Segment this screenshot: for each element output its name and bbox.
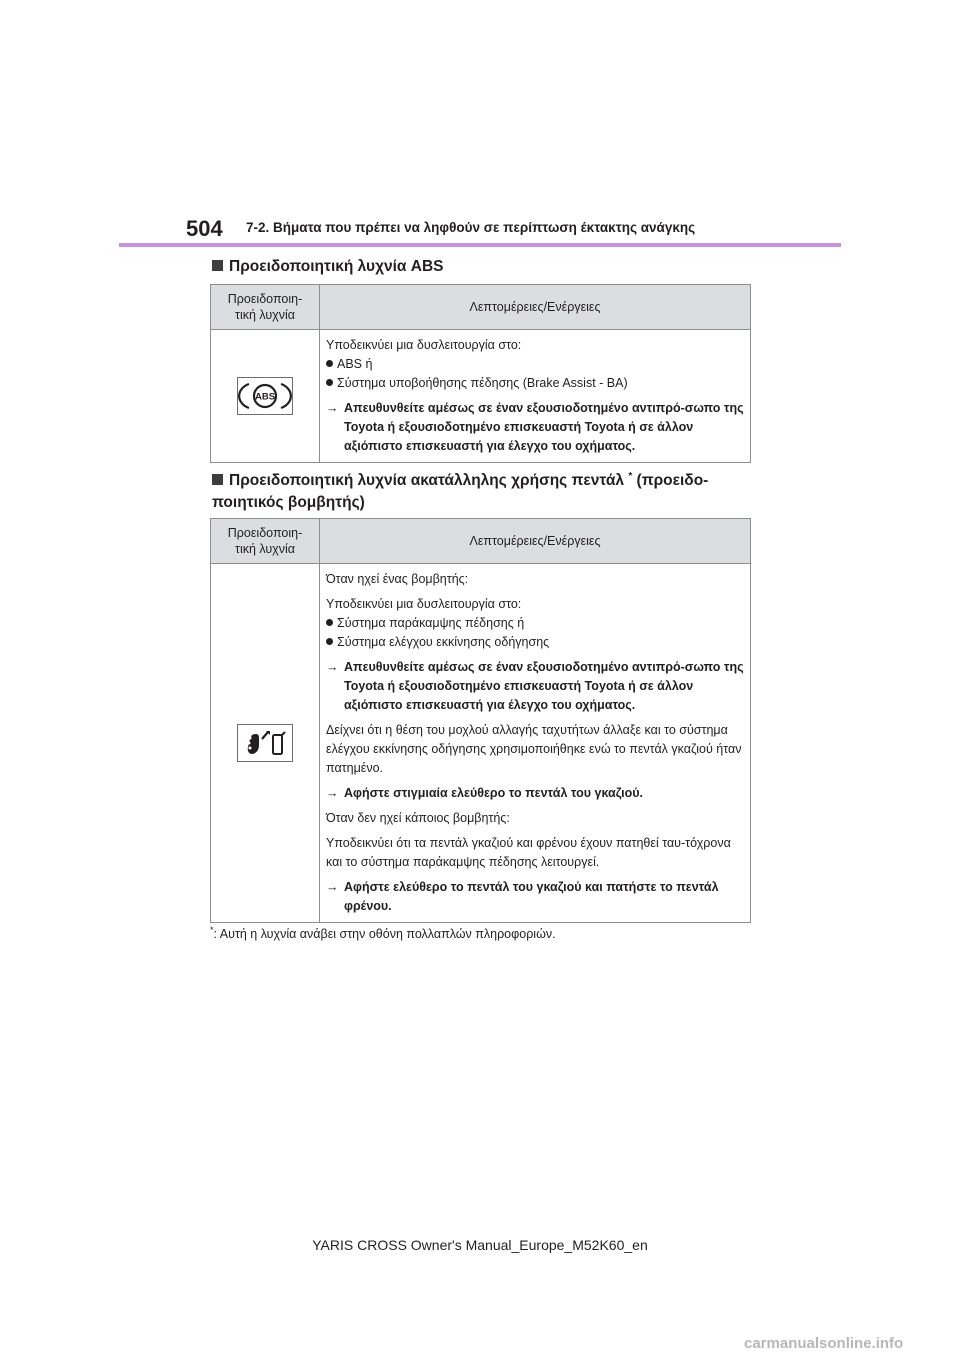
- col-header-details: Λεπτομέρειες/Ενέργειες: [320, 519, 751, 564]
- buzzer-on-text: Όταν ηχεί ένας βομβητής:: [326, 572, 469, 586]
- buzzer-off-text: Όταν δεν ηχεί κάποιος βομβητής:: [326, 811, 510, 825]
- heading-footnote-mark: *: [628, 471, 633, 482]
- list-item: Σύστημα ελέγχου εκκίνησης οδήγησης: [326, 633, 744, 652]
- pedal-heading-tail: (προειδο-ποιητικός βομβητής): [212, 472, 709, 512]
- abs-warning-table: [210, 284, 751, 463]
- pedal-action-2: → Αφήστε στιγμιαία ελεύθερο το πεντάλ του γκαζιού.: [326, 784, 744, 803]
- table-row: [211, 564, 751, 923]
- bullet-icon: [326, 360, 333, 367]
- list-item: Σύστημα υποβοήθησης πέδησης (Brake Assist - BA): [326, 374, 744, 393]
- list-item: ABS ή: [326, 355, 744, 374]
- pedal-action-1: → Απευθυνθείτε αμέσως σε έναν εξουσιοδοτημένο αντιπρό-σωπο της Toyota ή εξουσιοδοτημένο επισκευαστή Toyota ή σε άλλον αξιόπιστο επισκευαστή για έλεγχο του οχήματος.: [326, 660, 744, 712]
- abs-heading-text: Προειδοποιητική λυχνία ABS: [229, 258, 444, 275]
- abs-intro: Υποδεικνύει μια δυσλειτουργία στο:: [326, 338, 522, 352]
- section-square-icon: [212, 474, 223, 485]
- abs-action: → Απευθυνθείτε αμέσως σε έναν εξουσιοδοτημένο αντιπρό-σωπο της Toyota ή εξουσιοδοτημένο επισκευαστή Toyota ή σε άλλον αξιόπιστο επισκευαστή για έλεγχο του οχήματος.: [326, 401, 744, 453]
- shift-lever-text: Δείχνει ότι η θέση του μοχλού αλλαγής ταχυτήτων άλλαξε και το σύστημα ελέγχου εκκίνησης οδήγησης χρησιμοποιήθηκε ενώ το πεντάλ γκαζιού ήταν πατημένο.: [326, 723, 742, 775]
- header-rule: [119, 243, 841, 247]
- arrow-icon: →: [326, 786, 339, 800]
- footnote: [210, 925, 556, 941]
- footnote-text: : Αυτή η λυχνία ανάβει στην οθόνη πολλαπλών πληροφοριών.: [213, 927, 556, 942]
- details-cell: [320, 564, 751, 923]
- table-header-row: [211, 285, 751, 330]
- arrow-icon: →: [326, 401, 339, 415]
- footnote-mark: *: [210, 925, 214, 935]
- col-header-light: Προειδοποιη- τική λυχνία: [211, 285, 320, 330]
- table-row: [211, 330, 751, 463]
- section-square-icon: [212, 260, 223, 271]
- pedal-action-3: → Αφήστε ελεύθερο το πεντάλ του γκαζιού και πατήστε το πεντάλ φρένου.: [326, 880, 719, 913]
- watermark: carmanualsonline.info: [744, 1335, 904, 1352]
- pedal-section-heading: [212, 466, 752, 514]
- arrow-icon: →: [326, 660, 339, 674]
- page-number: 504: [186, 216, 223, 241]
- both-pedals-text: Υποδεικνύει ότι τα πεντάλ γκαζιού και φρένου έχουν πατηθεί ταυ-τόχρονα και το σύστημα παράκαμψης πέδησης λειτουργεί.: [326, 836, 731, 869]
- abs-icon-label: ABS: [254, 391, 276, 403]
- table-header-row: [211, 519, 751, 564]
- bullet-icon: [326, 638, 333, 645]
- pedal-misuse-warning-icon: [237, 724, 293, 762]
- pedal-heading-text: Προειδοποιητική λυχνία ακατάλληλης χρήσης πεντάλ: [229, 472, 625, 490]
- list-item: Σύστημα παράκαμψης πέδησης ή: [326, 614, 744, 633]
- footer-manual-id: YARIS CROSS Owner's Manual_Europe_M52K60_en: [312, 1237, 648, 1253]
- bullet-icon: [326, 619, 333, 626]
- details-cell: [320, 330, 751, 463]
- col-header-details: Λεπτομέρειες/Ενέργειες: [320, 285, 751, 330]
- col-header-light: Προειδοποιη- τική λυχνία: [211, 519, 320, 564]
- pedal-intro: Υποδεικνύει μια δυσλειτουργία στο:: [326, 597, 522, 611]
- chapter-title: 7-2. Βήματα που πρέπει να ληφθούν σε περίπτωση έκτακτης ανάγκης: [246, 220, 696, 235]
- arrow-icon: →: [326, 880, 339, 894]
- icon-cell: [211, 564, 320, 923]
- pedal-warning-table: [210, 518, 751, 923]
- icon-cell: [211, 330, 320, 463]
- abs-warning-icon: [237, 377, 293, 415]
- abs-section-heading: [212, 256, 752, 278]
- bullet-icon: [326, 379, 333, 386]
